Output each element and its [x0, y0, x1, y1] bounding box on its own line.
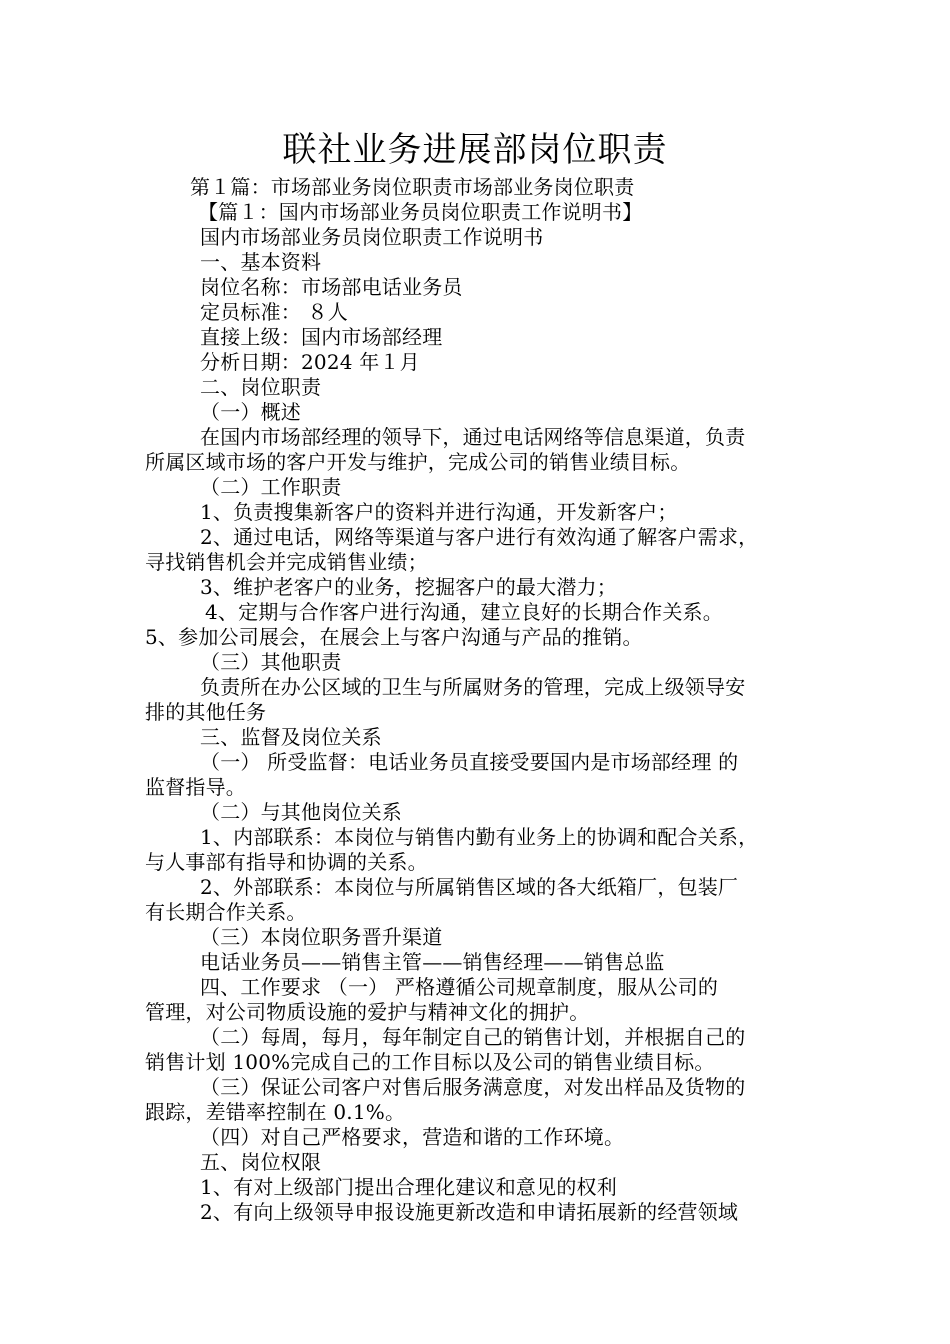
text-line: 1、内部联系：本岗位与销售内勤有业务上的协调和配合关系， [200, 825, 759, 849]
text-line: 【篇１：国内市场部业务员岗位职责工作说明书】 [198, 200, 643, 224]
text-line: 定员标准： ８人 [200, 300, 348, 324]
text-line: 4、定期与合作客户进行沟通，建立良好的长期合作关系。 [205, 600, 723, 624]
text-line: 1、有对上级部门提出合理化建议和意见的权利 [200, 1175, 617, 1199]
text-line: 一、基本资料 [200, 250, 322, 274]
text-line: 2、外部联系：本岗位与所属销售区域的各大纸箱厂，包装厂 [200, 875, 739, 899]
text-line: 跟踪，差错率控制在 0.1%。 [145, 1100, 406, 1124]
text-line: 三、监督及岗位关系 [200, 725, 382, 749]
text-line: 四、工作要求 （一） 严格遵循公司规章制度，服从公司的 [200, 975, 719, 999]
text-line: 管理，对公司物质设施的爱护与精神文化的拥护。 [145, 1000, 590, 1024]
text-line: 直接上级：国内市场部经理 [200, 325, 443, 349]
text-line: 2、通过电话，网络等渠道与客户进行有效沟通了解客户需求， [200, 525, 759, 549]
text-line: 负责所在办公区域的卫生与所属财务的管理，完成上级领导安 [200, 675, 746, 699]
text-line: 电话业务员——销售主管——销售经理——销售总监 [200, 950, 665, 974]
text-line: 寻找销售机会并完成销售业绩； [145, 550, 428, 574]
text-line: （一）概述 [200, 400, 301, 424]
text-line: 分析日期：2024 年１月 [200, 350, 420, 374]
document-title: 联社业务进展部岗位职责 [282, 130, 668, 170]
text-line: 第１篇：市场部业务岗位职责市场部业务岗位职责 [190, 175, 635, 199]
text-line: （一） 所受监督：电话业务员直接受要国内是市场部经理 的 [200, 750, 739, 774]
text-line: 国内市场部业务员岗位职责工作说明书 [200, 225, 544, 249]
text-line: 在国内市场部经理的领导下，通过电话网络等信息渠道，负责 [200, 425, 746, 449]
text-line: （三）保证公司客户对售后服务满意度，对发出样品及货物的 [200, 1075, 746, 1099]
text-line: 5、参加公司展会，在展会上与客户沟通与产品的推销。 [145, 625, 643, 649]
text-line: 岗位名称：市场部电话业务员 [200, 275, 463, 299]
text-line: （四）对自己严格要求，营造和谐的工作环境。 [200, 1125, 625, 1149]
text-line: （三）其他职责 [200, 650, 342, 674]
text-line: 2、有向上级领导申报设施更新改造和申请拓展新的经营领域 [200, 1200, 739, 1224]
text-line: （三）本岗位职务晋升渠道 [200, 925, 443, 949]
text-line: 3、维护老客户的业务，挖掘客户的最大潜力； [200, 575, 617, 599]
text-line: （二）与其他岗位关系 [200, 800, 402, 824]
text-line: 有长期合作关系。 [145, 900, 307, 924]
text-line: 二、岗位职责 [200, 375, 322, 399]
text-line: 所属区域市场的客户开发与维护，完成公司的销售业绩目标。 [145, 450, 691, 474]
text-line: （二）每周，每月，每年制定自己的销售计划，并根据自己的 [200, 1025, 746, 1049]
text-line: 与人事部有指导和协调的关系。 [145, 850, 428, 874]
text-line: 排的其他任务 [145, 700, 267, 724]
text-line: 监督指导。 [145, 775, 246, 799]
text-line: 销售计划 100%完成自己的工作目标以及公司的销售业绩目标。 [145, 1050, 715, 1074]
text-line: 1、负责搜集新客户的资料并进行沟通，开发新客户； [200, 500, 678, 524]
text-line: 五、岗位权限 [200, 1150, 322, 1174]
text-line: （二）工作职责 [200, 475, 342, 499]
